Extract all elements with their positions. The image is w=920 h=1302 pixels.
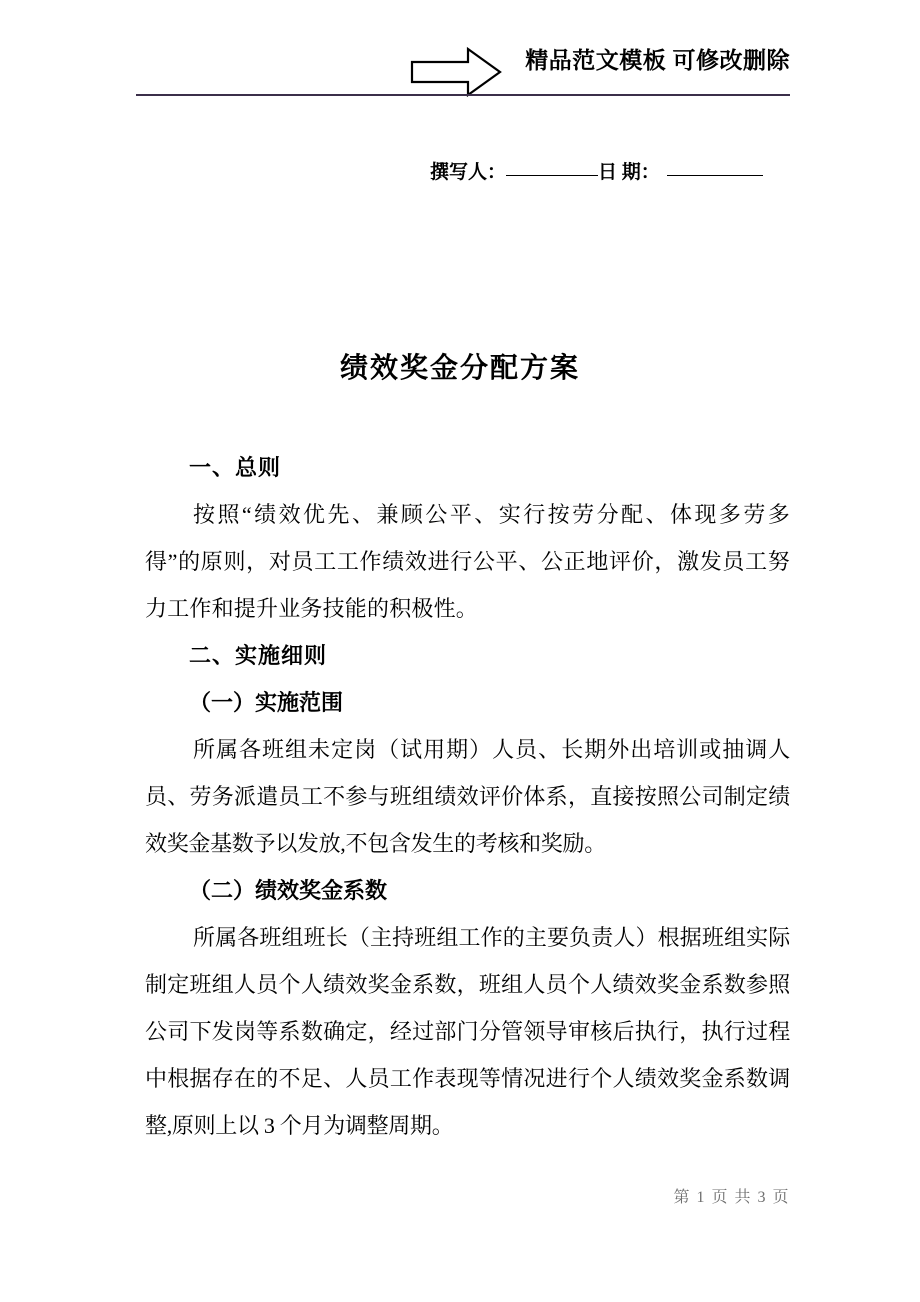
subsection-heading-scope: （一）实施范围	[189, 690, 344, 715]
paragraph-scope: 所属各班组未定岗（试用期）人员、长期外出培训或抽调人员、劳务派遣员工不参与班组绩效评价体系，直接按照公司制定绩效奖金基数予以发放,不包含发生的考核和奖励。	[145, 737, 790, 856]
header-banner-text: 精品范文模板 可修改删除	[525, 48, 790, 73]
page-number-footer: 第 1 页 共 3 页	[673, 1189, 790, 1206]
header-divider	[136, 94, 790, 96]
subsection-heading-bonus-coefficient: （二）绩效奖金系数	[189, 878, 388, 903]
paragraph-bonus-coefficient: 所属各班组班长（主持班组工作的主要负责人）根据班组实际制定班组人员个人绩效奖金系数，班组人员个人绩效奖金系数参照公司下发岗等系数确定，经过部门分管领导审核后执行，执行过程中根据存在的不足、人员工作表现等情况进行个人绩效奖金系数调整,原则上以 3 个月为调整周期。	[145, 925, 790, 1138]
page-title: 绩效奖金分配方案	[339, 353, 580, 384]
paragraph-general-rules: 按照“绩效优先、兼顾公平、实行按劳分配、体现多劳多得”的原则，对员工工作绩效进行公平、公正地评价，激发员工努力工作和提升业务技能的积极性。	[145, 502, 790, 621]
document-meta-line	[430, 158, 790, 188]
section-heading-general-rules: 一、总则	[189, 455, 282, 480]
date-field[interactable]	[667, 175, 763, 176]
date-label: 日 期：	[598, 162, 660, 183]
section-heading-implementation-rules: 二、实施细则	[189, 643, 328, 668]
author-label: 撰写人：	[430, 162, 507, 183]
header-banner	[136, 38, 790, 100]
document-body	[145, 444, 790, 1149]
author-field[interactable]	[506, 175, 598, 176]
right-arrow-icon	[410, 46, 502, 98]
